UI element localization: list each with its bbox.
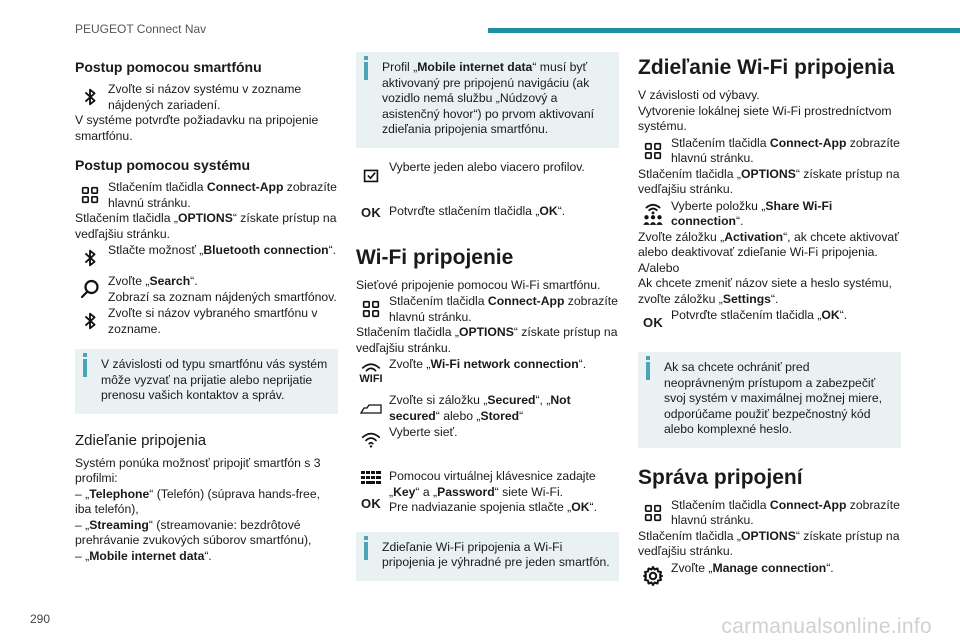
list-item-telephone: – „Telephone“ (Telefón) (súprava hands-free, iba telefón), <box>75 486 320 516</box>
paragraph: Sieťové pripojenie pomocou Wi-Fi smartfónu. <box>356 277 601 292</box>
heading-wifi-sharing: Zdieľanie Wi-Fi pripojenia <box>638 56 895 79</box>
step-connect-app <box>356 294 619 325</box>
info-text: V závislosti od typu smartfónu vás systém môže vyzvať na prijatie alebo neprijatie prenosu vašich kontaktov a správ. <box>101 357 328 402</box>
paragraph: Stlačením tlačidla „OPTIONS“ získate prístup na vedľajšiu stránku. <box>75 211 337 241</box>
step-confirm-ok <box>638 308 901 338</box>
step-text: Vyberte sieť. <box>389 425 458 439</box>
ok-icon: OK <box>360 204 382 220</box>
step-text: Stlačením tlačidla Connect-App zobrazíte hlavnú stránku. <box>671 135 900 165</box>
bluetooth-icon <box>75 306 105 336</box>
connect-app-icon <box>356 294 386 324</box>
step-text: Potvrďte stlačením tlačidla „OK“. <box>671 308 848 322</box>
step-text: Zvoľte si názov vybraného smartfónu v zozname. <box>108 306 318 336</box>
step-text: Potvrďte stlačením tlačidla „OK“. <box>389 203 566 218</box>
paragraph: Ak chcete zmeniť názov siete a heslo systému, zvoľte záložku „Settings“. <box>638 276 892 306</box>
step-text: Stlačením tlačidla Connect-App zobrazíte hlavnú stránku. <box>671 497 900 527</box>
step-text: Zvoľte „Wi-Fi network connection“. <box>389 357 587 371</box>
wifi-icon <box>356 425 386 455</box>
bluetooth-icon <box>75 82 105 112</box>
list-item-streaming: – „Streaming“ (streamovanie: bezdrôtové prehrávanie zvukových súborov smartfónu), <box>75 517 312 547</box>
step-text: Zvoľte „Manage connection“. <box>671 560 834 575</box>
info-box <box>356 52 619 148</box>
paragraph: Stlačením tlačidla „OPTIONS“ získate prístup na vedľajšiu stránku. <box>638 166 900 196</box>
paragraph: Stlačením tlačidla „OPTIONS“ získate prístup na vedľajšiu stránku. <box>638 528 900 558</box>
step-text: Zvoľte „Search“. Zobrazí sa zoznam nájdených smartfónov. <box>108 274 337 304</box>
info-icon <box>646 362 650 380</box>
list-item-mobile-data: – „Mobile internet data“. <box>75 548 212 563</box>
step-select-profiles <box>356 160 619 190</box>
paragraph: Vytvorenie lokálnej siete Wi-Fi prostredníctvom systému. <box>638 103 892 133</box>
header-title: PEUGEOT Connect Nav <box>75 22 207 36</box>
step-connect-app <box>638 136 901 167</box>
share-wifi-icon <box>638 199 668 229</box>
step-text: Zvoľte si názov systému v zozname nájdených zariadení. <box>108 82 302 112</box>
bluetooth-icon <box>75 243 105 273</box>
step-text: Pomocou virtuálnej klávesnice zadajte „Key“ a „Password“ siete Wi-Fi. Pre nadviazanie spojenia stlačte „OK“. <box>389 469 597 514</box>
wifi-label-icon: WIFI <box>356 357 386 387</box>
info-icon <box>83 359 87 377</box>
keyboard-icon <box>356 463 386 493</box>
step-select-network <box>356 425 619 455</box>
step-share-wifi <box>638 199 901 230</box>
step-search <box>75 274 338 305</box>
step-select-system <box>75 82 338 113</box>
info-text: Zdieľanie Wi-Fi pripojenia a Wi-Fi pripojenia je výhradné pre jeden smartfón. <box>382 539 610 569</box>
gear-icon <box>638 561 668 591</box>
info-text: Profil „Mobile internet data“ musí byť aktivovaný pre pripojenú navigáciu (ak vozidlo nemá službu „Núdzový a asistenčný hovor“) po prvom aktivovaní zdieľania pripojenia smartfónu. <box>382 60 595 136</box>
step-text: Stlačením tlačidla Connect-App zobrazíte hlavnú stránku. <box>389 294 618 324</box>
step-connect-app <box>75 180 338 211</box>
connect-app-icon <box>638 136 668 166</box>
step-select-smartphone <box>75 306 338 337</box>
column-2 <box>356 52 619 591</box>
info-box <box>638 352 901 448</box>
step-text: Vyberte jeden alebo viacero profilov. <box>389 159 585 174</box>
paragraph: Zvoľte záložku „Activation“, ak chcete aktivovať alebo deaktivovať zdieľanie Wi-Fi pripojenia. <box>638 229 899 259</box>
paragraph: A/alebo <box>638 260 680 275</box>
step-select-tab <box>356 393 619 424</box>
heading-wifi-connection: Wi-Fi pripojenie <box>356 245 514 269</box>
step-text: Zvoľte si záložku „Secured“, „Not secured“ alebo „Stored“ <box>389 393 571 423</box>
heading-manage-connections: Správa pripojení <box>638 465 803 489</box>
step-wifi-network <box>356 357 619 387</box>
heading-connection-sharing: Zdieľanie pripojenia <box>75 431 207 449</box>
page-number: 290 <box>30 612 51 626</box>
step-text: Vyberte položku „Share Wi-Fi connection“. <box>671 198 833 228</box>
checkbox-icon <box>356 160 386 190</box>
step-manage-connection <box>638 561 901 591</box>
step-confirm-ok <box>356 198 619 228</box>
ok-icon: OK <box>360 495 382 511</box>
step-connect-app <box>638 498 901 529</box>
tabs-icon <box>356 393 386 423</box>
info-icon <box>364 62 368 80</box>
connect-app-icon <box>75 180 105 210</box>
paragraph: Systém ponúka možnosť pripojiť smartfón s 3 profilmi: <box>75 455 321 485</box>
search-icon <box>75 274 105 304</box>
paragraph: V systéme potvrďte požiadavku na pripojenie smartfónu. <box>75 113 319 143</box>
info-box <box>356 532 619 581</box>
step-keyboard <box>356 463 619 516</box>
ok-icon: OK <box>642 315 664 331</box>
step-text: Stlačením tlačidla Connect-App zobrazíte hlavnú stránku. <box>108 180 337 210</box>
header-accent-bar <box>488 28 960 33</box>
info-text: Ak sa chcete ochrániť pred neoprávneným prístupom a zabezpečiť svoj systém v maximálnej možnej miere, odporúčame použiť bezpečnostný kód alebo komplexné heslo. <box>664 360 883 436</box>
info-box <box>75 349 338 414</box>
info-icon <box>364 542 368 560</box>
watermark: carmanualsonline.info <box>721 614 932 638</box>
step-text: Stlačte možnosť „Bluetooth connection“. <box>108 243 337 257</box>
heading-system-procedure: Postup pomocou systému <box>75 157 251 173</box>
paragraph: V závislosti od výbavy. <box>638 88 760 102</box>
step-bluetooth-connection <box>75 243 338 273</box>
paragraph: Stlačením tlačidla „OPTIONS“ získate prístup na vedľajšiu stránku. <box>356 325 618 355</box>
heading-smartphone-procedure: Postup pomocou smartfónu <box>75 59 262 75</box>
connect-app-icon <box>638 498 668 528</box>
column-3 <box>638 52 901 591</box>
column-1 <box>75 52 338 564</box>
